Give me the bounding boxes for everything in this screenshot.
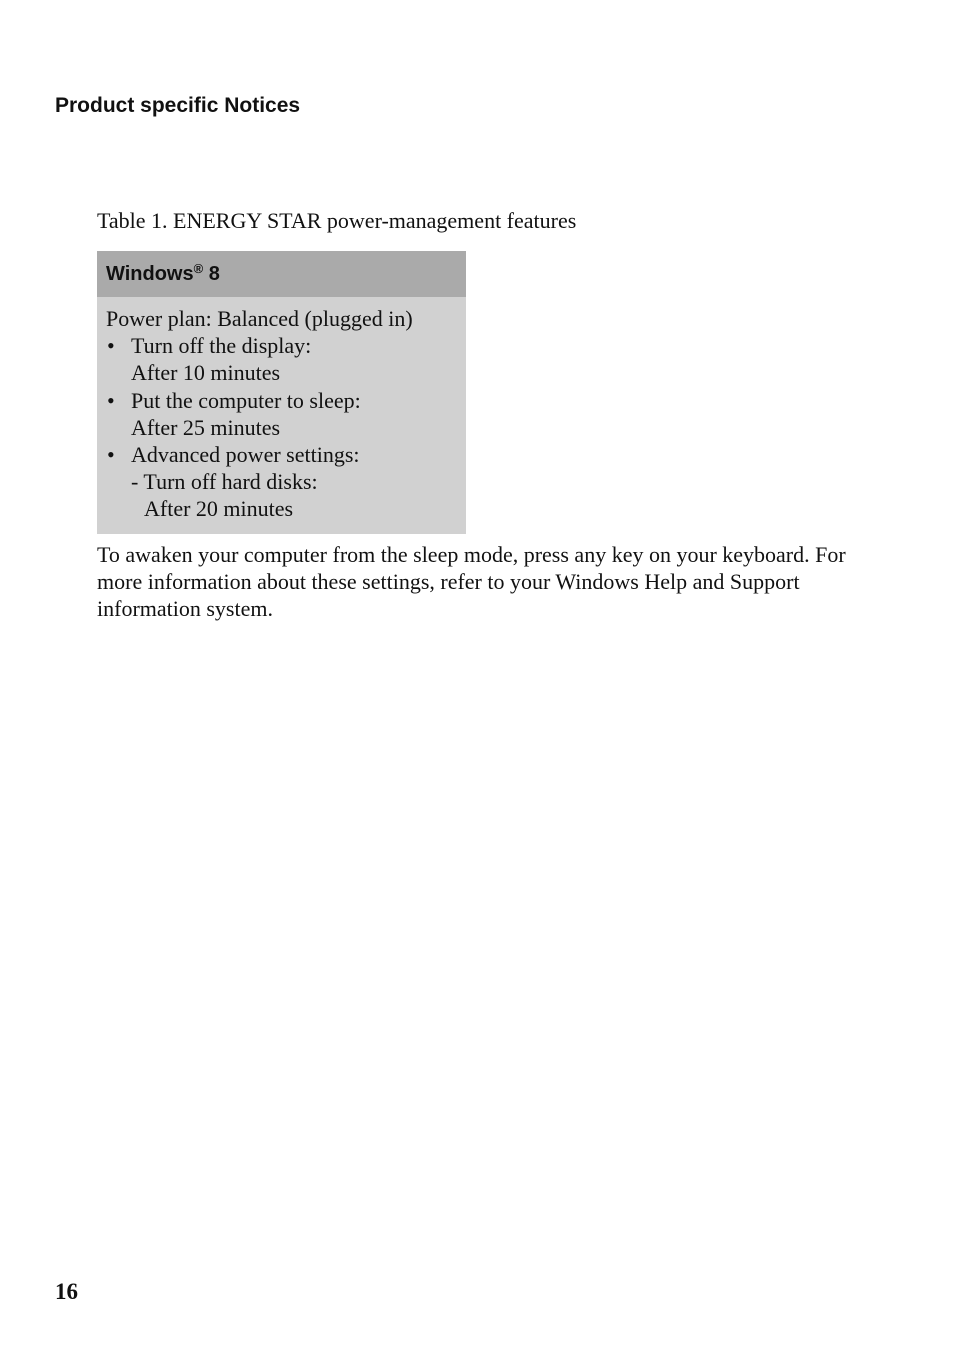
setting-label: Put the computer to sleep: xyxy=(131,387,361,413)
setting-advanced xyxy=(106,441,466,523)
registered-mark: ® xyxy=(193,260,204,276)
table-header-row xyxy=(97,251,466,297)
os-name: Windows xyxy=(106,262,194,285)
setting-label: Turn off the display: xyxy=(131,333,312,359)
bullet-icon: • xyxy=(107,333,115,359)
table-header-cell xyxy=(97,251,466,297)
bullet-icon: • xyxy=(107,387,115,413)
page-header-title: Product specific Notices xyxy=(55,94,301,117)
table-body-cell xyxy=(97,297,466,534)
setting-sub-label: - Turn off hard disks: xyxy=(131,469,318,495)
setting-value: After 25 minutes xyxy=(131,414,281,440)
settings-list xyxy=(106,332,466,522)
energy-star-table xyxy=(97,251,466,534)
bullet-icon: • xyxy=(107,442,115,468)
table-caption: Table 1. ENERGY STAR power-management features xyxy=(97,208,577,233)
table-body-row xyxy=(97,297,466,534)
setting-sub-value: After 20 minutes xyxy=(144,496,294,522)
page-number: 16 xyxy=(55,1279,78,1304)
body-paragraph: To awaken your computer from the sleep mode, press any key on your keyboard. For more information about these settings, refer to your Windows Help and Support information system. xyxy=(97,542,846,622)
os-version: 8 xyxy=(203,262,220,285)
setting-display-off xyxy=(106,332,466,386)
setting-value: After 10 minutes xyxy=(131,360,281,386)
setting-sleep xyxy=(106,387,466,441)
power-plan-line: Power plan: Balanced (plugged in) xyxy=(106,306,413,331)
setting-label: Advanced power settings: xyxy=(131,442,360,468)
